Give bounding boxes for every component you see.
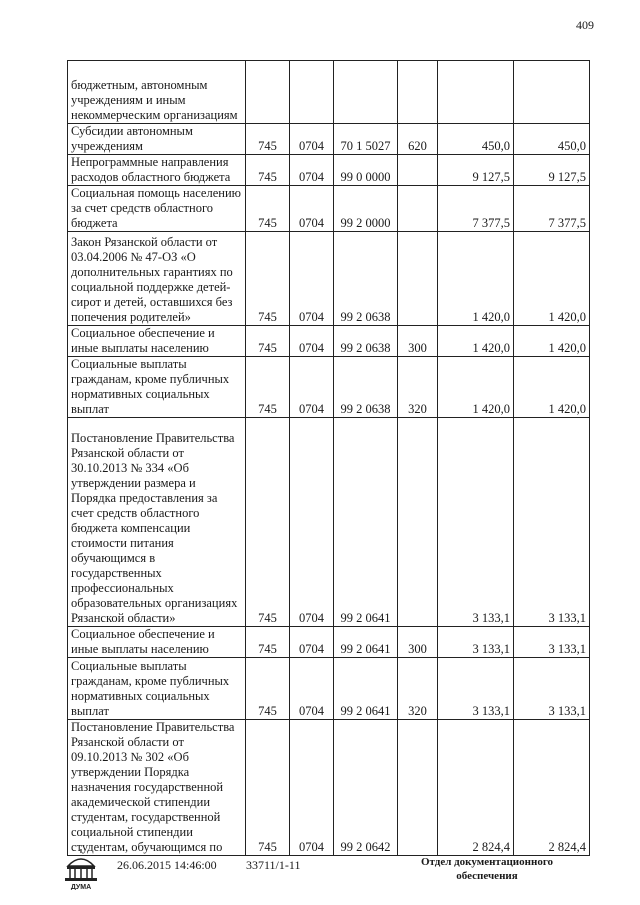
table-row <box>68 357 590 418</box>
row-sum1: 450,0 <box>438 124 514 155</box>
table-row <box>68 627 590 658</box>
row-dept: 745 <box>246 232 290 326</box>
row-sum2: 2 824,4 <box>514 720 590 856</box>
row-target: 99 2 0641 <box>334 658 398 720</box>
row-vr: 300 <box>398 627 438 658</box>
row-sum2 <box>514 61 590 124</box>
row-section: 0704 <box>290 658 334 720</box>
row-sum1: 3 133,1 <box>438 658 514 720</box>
table-row <box>68 418 590 627</box>
row-name: бюджетным, автономным учреждениям и иным некоммерческим организациям <box>68 61 246 124</box>
row-name: Постановление Правительства Рязанской области от 09.10.2013 № 302 «Об утверждении Порядка назначения государственной академической стипендии студентам, государственной социальной стипендии студентам, обучающимся по <box>68 720 246 856</box>
row-target: 99 2 0641 <box>334 418 398 627</box>
row-target: 70 1 5027 <box>334 124 398 155</box>
row-sum1 <box>438 61 514 124</box>
row-dept: 745 <box>246 326 290 357</box>
row-name: Постановление Правительства Рязанской области от 30.10.2013 № 334 «Об утверждении размера и Порядка предоставления за счет средств областного бюджета компенсации стоимости питания обучающимся в государственных профессиональных образовательных организациях Рязанской области» <box>68 418 246 627</box>
row-sum1: 9 127,5 <box>438 155 514 186</box>
row-vr <box>398 155 438 186</box>
row-name: Социальные выплаты гражданам, кроме публичных нормативных социальных выплат <box>68 357 246 418</box>
row-dept: 745 <box>246 186 290 232</box>
row-dept: 745 <box>246 418 290 627</box>
row-sum2: 1 420,0 <box>514 357 590 418</box>
row-vr <box>398 720 438 856</box>
row-dept: 745 <box>246 627 290 658</box>
row-sum2: 9 127,5 <box>514 155 590 186</box>
footer-date: 26.06.2015 14:46:00 <box>117 858 217 872</box>
row-section: 0704 <box>290 232 334 326</box>
row-name: Социальное обеспечение и иные выплаты населению <box>68 627 246 658</box>
row-sum2: 3 133,1 <box>514 627 590 658</box>
row-target <box>334 61 398 124</box>
row-name: Социальное обеспечение и иные выплаты населению <box>68 326 246 357</box>
row-vr <box>398 186 438 232</box>
row-sum1: 7 377,5 <box>438 186 514 232</box>
page-number: 409 <box>576 18 594 32</box>
table-row <box>68 658 590 720</box>
row-sum1: 2 824,4 <box>438 720 514 856</box>
row-section: 0704 <box>290 418 334 627</box>
duma-logo-icon <box>60 848 102 895</box>
row-sum2: 3 133,1 <box>514 418 590 627</box>
table-row <box>68 155 590 186</box>
row-vr: 320 <box>398 357 438 418</box>
row-sum1: 3 133,1 <box>438 627 514 658</box>
row-name: Субсидии автономным учреждениям <box>68 124 246 155</box>
footer-code: 33711/1-11 <box>246 858 301 872</box>
row-sum2: 7 377,5 <box>514 186 590 232</box>
row-sum2: 1 420,0 <box>514 326 590 357</box>
row-vr: 620 <box>398 124 438 155</box>
row-section: 0704 <box>290 186 334 232</box>
logo-text: ДУМА <box>70 884 92 890</box>
row-target: 99 2 0638 <box>334 232 398 326</box>
table-row <box>68 232 590 326</box>
row-sum1: 1 420,0 <box>438 357 514 418</box>
row-target: 99 2 0000 <box>334 186 398 232</box>
footer-department <box>402 855 572 883</box>
row-target: 99 2 0638 <box>334 357 398 418</box>
row-sum1: 1 420,0 <box>438 326 514 357</box>
row-section <box>290 61 334 124</box>
row-target: 99 2 0638 <box>334 326 398 357</box>
row-dept: 745 <box>246 155 290 186</box>
row-sum2: 3 133,1 <box>514 658 590 720</box>
row-section: 0704 <box>290 155 334 186</box>
row-vr: 320 <box>398 658 438 720</box>
table-row <box>68 326 590 357</box>
row-sum2: 450,0 <box>514 124 590 155</box>
row-dept: 745 <box>246 357 290 418</box>
footer-dept-line2: обеспечения <box>456 870 518 882</box>
table-row <box>68 720 590 856</box>
budget-table <box>67 60 590 856</box>
row-sum1: 3 133,1 <box>438 418 514 627</box>
table-row <box>68 124 590 155</box>
row-dept: 745 <box>246 124 290 155</box>
row-sum2: 1 420,0 <box>514 232 590 326</box>
row-vr <box>398 418 438 627</box>
footer-dept-line1: Отдел документационного <box>420 856 554 868</box>
table-row <box>68 186 590 232</box>
row-section: 0704 <box>290 124 334 155</box>
row-section: 0704 <box>290 357 334 418</box>
row-target: 99 0 0000 <box>334 155 398 186</box>
row-dept: 745 <box>246 658 290 720</box>
row-dept <box>246 61 290 124</box>
row-name: Социальная помощь населению за счет средств областного бюджета <box>68 186 246 232</box>
row-name: Социальные выплаты гражданам, кроме публичных нормативных социальных выплат <box>68 658 246 720</box>
row-name: Закон Рязанской области от 03.04.2006 № 47-ОЗ «О дополнительных гарантиях по социальной поддержке детей-сирот и детей, оставшихся без попечения родителей» <box>68 232 246 326</box>
row-sum1: 1 420,0 <box>438 232 514 326</box>
row-section: 0704 <box>290 326 334 357</box>
row-section: 0704 <box>290 627 334 658</box>
row-vr <box>398 61 438 124</box>
row-vr <box>398 232 438 326</box>
row-name: Непрограммные направления расходов областного бюджета <box>68 155 246 186</box>
row-target: 99 2 0642 <box>334 720 398 856</box>
row-vr: 300 <box>398 326 438 357</box>
row-target: 99 2 0641 <box>334 627 398 658</box>
row-dept: 745 <box>246 720 290 856</box>
row-section: 0704 <box>290 720 334 856</box>
table-row <box>68 61 590 124</box>
